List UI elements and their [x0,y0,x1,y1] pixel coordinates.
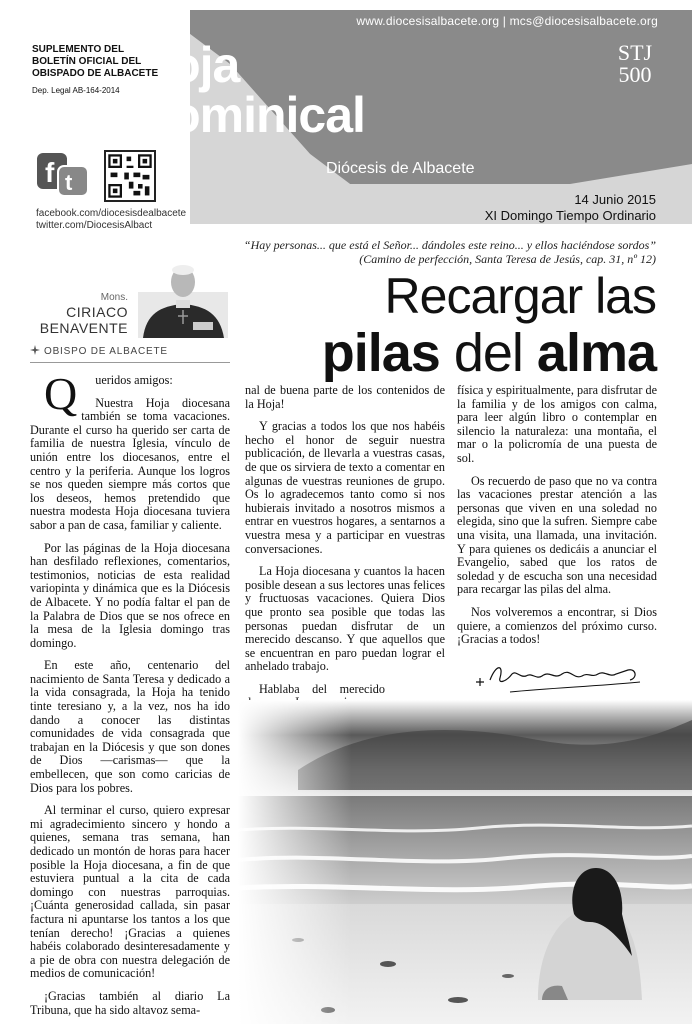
masthead-title-line2: Dominical [135,87,365,143]
bishop-photo [138,262,228,338]
article-column-1 [30,368,230,1024]
qr-code-icon[interactable] [104,150,156,202]
headline-bold-alma: alma [536,323,656,383]
headline-line1: Recargar las [384,268,656,324]
anniversary-top: STJ [617,40,653,65]
drop-cap: Q [44,368,78,419]
article-paragraph: ¡Gracias también al diario La Tribuna, que ha sido altavoz sema- [30,988,230,1017]
svg-text:f: f [45,157,55,188]
supplement-line: SUPLEMENTO DEL [32,44,125,55]
liturgical-day: XI Domingo Tiempo Ordinario [484,208,656,223]
anniversary-logo [600,42,670,86]
headline-middle: del [439,323,537,383]
article-paragraph: Por las páginas de la Hoja diocesana han desfilado reflexiones, comentarios, testimonios, noticias de esta realidad variopinta y dinámica que es la Diócesis de Albacete. Y no podía faltar el pan de la Palabra de Dios que se nos ofrece en la mesa de la Iglesia domingo tras domingo. [30,540,230,650]
headline-bold-pilas: pilas [321,323,440,383]
quote-text: “Hay personas... que está el Señor... dándoles este reino... y ellos haciéndose sordos” [243,238,656,252]
beach-photo [238,700,692,1024]
article-paragraph: Hablaba del merecido [259,681,385,696]
quote-source: (Camino de perfección, Santa Teresa de Jesús, cap. 31, nº 12) [359,252,656,266]
article-paragraph: En este año, centenario del nacimiento de Santa Teresa y dedicado a la vida consagrada, la Hoja ha tenido tinte teresiano y, a la vez, nos ha ido dando a conocer las distintas comunidades de vida consagrada que trabajan en la Diócesis y que son dones de Dios —carismas— que la embellecen, que son como caricias de Dios para los pobres. [30,658,230,795]
article-paragraph: física y espiritualmente, para disfrutar de la familia y de los amigos con calma, para leer algún libro o contemplar en silencio la naturaleza: una montaña, el mar o la policromía de una puesta de sol. [457,383,657,465]
author-first-name: CIRIACO [66,304,128,320]
masthead-title-line1: Hoja [135,37,240,93]
facebook-link[interactable]: facebook.com/diocesisdealbacete [36,208,187,219]
dep-legal: Dep. Legal AB-164-2014 [32,86,120,95]
facebook-twitter-icon[interactable] [36,152,90,198]
masthead-diocese: Diócesis de Albacete [326,160,475,177]
supplement-label [32,44,182,80]
teresa-quote [216,238,656,266]
headline-line2 [322,325,656,381]
bishop-signature [470,652,650,702]
article-column-3 [457,384,657,656]
article-paragraph: nal de buena parte de los contenidos de la Hoja! [245,383,445,411]
author-role-text: OBISPO DE ALBACETE [44,346,168,357]
article-greeting [30,368,230,419]
author-divider [30,362,230,363]
issue-date-block [485,192,656,224]
twitter-link[interactable]: twitter.com/DiocesisAlbact [36,220,153,231]
supplement-line: OBISPADO DE ALBACETE [32,68,159,79]
issue-date: 14 Junio 2015 [574,192,656,207]
article-paragraph: Nuestra Hoja diocesana también se toma vacaciones. Durante el curso ha querido ser carta de familia de nuestra Iglesia, vínculo de unión entre los diocesanos, entre el centro y la periferia. Aunque los logros se nos queden siempre más cortos que los deseos, hemos pretendido que nuestra modesta Hoja diocesana tuviera sabor a pan de casa, familiar y caliente. [30,395,230,532]
svg-text:t: t [65,170,73,195]
greeting-text: ueridos amigos: [95,373,173,387]
author-honorific: Mons. [100,292,128,303]
top-bar [0,0,692,36]
article-paragraph: Os recuerdo de paso que no va contra las vacaciones prestar atención a las personas que viven en una soledad no elegida, sino que la sufren. Siempre cabe una visita, una llamada, una invitación. Y para quienes os dedicáis a anunciar el Evangelio, sabed que los ratos de soledad y de escucha son una necesidad para recargar las pilas del alma. [457,473,657,597]
cross-icon [30,345,40,355]
article-paragraph: Y gracias a todos los que nos habéis hecho el honor de seguir nuestra publicación, de llevarla a vuestras casas, de que os sirviera de texto a comentar en algunas de vuestras reuniones de grupo. Os lo agradecemos tanto como si nos hubierais invitado a nosotros mismos a entrar en vuestros hogares, a sentarnos a vuestra mesa y a participar en vuestras conversaciones. [245,419,445,556]
article-paragraph: Nos volveremos a encontrar, si Dios quiere, a comienzos del próximo curso. ¡Gracias a todos! [457,604,657,647]
author-role [30,345,230,357]
article-paragraph: Al terminar el curso, quiero expresar mi agradecimiento sincero y hondo a quienes, semana tras semana, han dedicado un montón de horas para hacer posible la Hoja diocesana, a fin de que estuviera puntual a la cita de cada domingo con nuestras parroquias. ¡Cuánta generosidad callada, sin pasar factura ni apuntarse los tantos a los que tenían derecho! ¡Gracias a quienes habéis colaborado desinteresadamente y a pie de obra con nuestra delegación de medios de comunicación! [30,803,230,981]
contact-urls[interactable]: www.diocesisalbacete.org | mcs@diocesisalbacete.org [356,14,658,28]
supplement-line: BOLETÍN OFICIAL DEL [32,56,142,67]
article-paragraph: La Hoja diocesana y cuantos la hacen posible desean a sus lectores unas felices y fructuosas vacaciones. Quiera Dios que pronto sea posible que todas las personas puedan disfrutar de un merecido descanso. Y que aquellos que se encuentran en paro puedan lograr el anhelado trabajo. [245,564,445,674]
author-last-name: BENAVENTE [39,320,128,336]
social-links [36,208,186,232]
anniversary-bottom: 500 [618,62,652,87]
